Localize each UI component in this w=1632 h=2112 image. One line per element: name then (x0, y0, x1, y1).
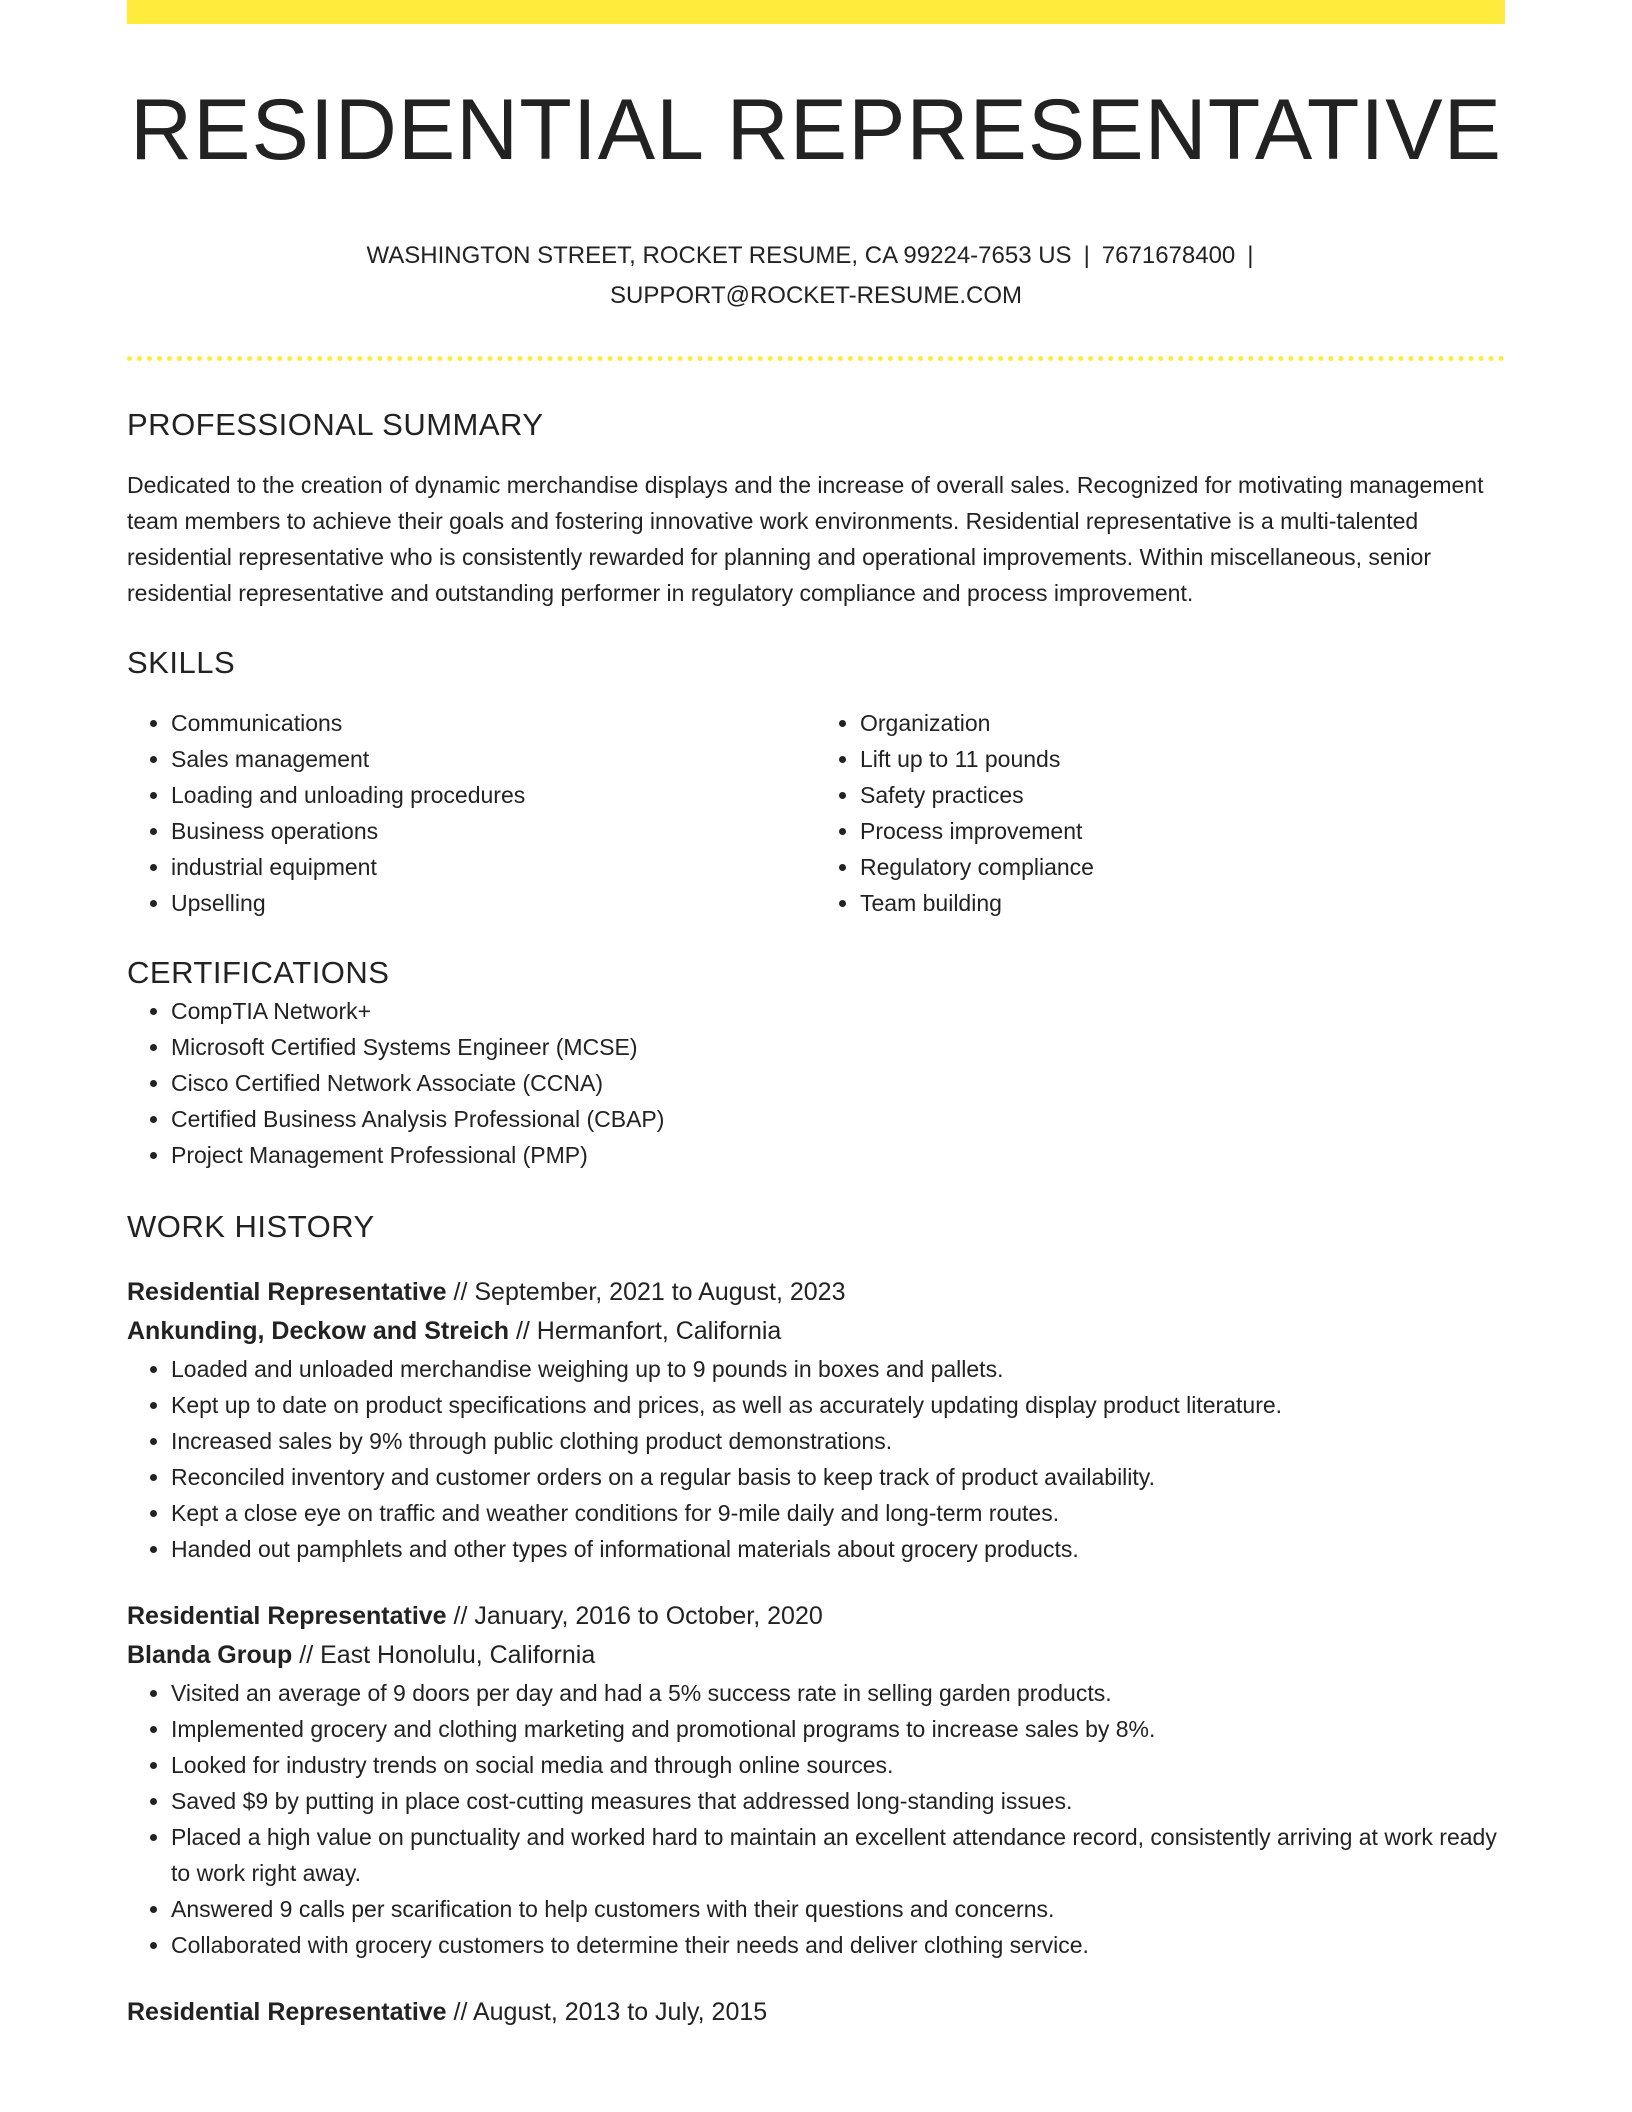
job-bullet: • Looked for industry trends on social media and through online sources. (171, 1747, 1505, 1783)
job-bullet: • Implemented grocery and clothing marketing and promotional programs to increase sales by 8%. (171, 1711, 1505, 1747)
skill-item: • Lift up to 11 pounds (860, 741, 1505, 777)
accent-top-bar (127, 0, 1505, 24)
job-role: Residential Representative (127, 1602, 447, 1630)
job-bullet: • Saved $9 by putting in place cost-cutting measures that addressed long-standing issues. (171, 1783, 1505, 1819)
skill-item: • Process improvement (860, 813, 1505, 849)
job-dates: // January, 2016 to October, 2020 (446, 1602, 823, 1630)
job-dates: // August, 2013 to July, 2015 (446, 1998, 768, 2026)
job-bullet: • Increased sales by 9% through public clothing product demonstrations. (171, 1423, 1505, 1459)
certification-item: • Cisco Certified Network Associate (CCNA) (171, 1065, 1505, 1101)
contact-info (127, 236, 1505, 316)
certification-item: • CompTIA Network+ (171, 993, 1505, 1029)
skill-item: • Organization (860, 705, 1505, 741)
job-company: Ankunding, Deckow and Streich (127, 1317, 509, 1345)
job-title-line (127, 1273, 1505, 1312)
job-role: Residential Representative (127, 1278, 447, 1306)
certification-item: • Microsoft Certified Systems Engineer (MCSE) (171, 1029, 1505, 1065)
skill-item: • Sales management (171, 741, 816, 777)
work-history-heading: WORK HISTORY (127, 1209, 375, 1244)
certifications-list (127, 993, 1505, 1173)
skill-item: • Team building (860, 885, 1505, 921)
skill-item: • Communications (171, 705, 816, 741)
skill-item: • Loading and unloading procedures (171, 777, 816, 813)
email-text: SUPPORT@ROCKET-RESUME.COM (610, 282, 1022, 309)
job-dates: // September, 2021 to August, 2023 (446, 1278, 846, 1306)
job-bullet: • Collaborated with grocery customers to determine their needs and deliver clothing service. (171, 1927, 1505, 1963)
address-text: WASHINGTON STREET, ROCKET RESUME, CA 99224-7653 US (366, 242, 1072, 269)
job-bullet: • Placed a high value on punctuality and worked hard to maintain an excellent attendance record, consistently arriving at work ready to work right away. (171, 1819, 1505, 1891)
job-bullet: • Reconciled inventory and customer orders on a regular basis to keep track of product availability. (171, 1459, 1505, 1495)
job-bullet: • Kept up to date on product specifications and prices, as well as accurately updating display product literature. (171, 1387, 1505, 1423)
contact-separator: | (1247, 242, 1254, 269)
job-bullet: • Answered 9 calls per scarification to help customers with their questions and concerns. (171, 1891, 1505, 1927)
job-title-line (127, 1993, 1505, 2032)
job-bullet: • Loaded and unloaded merchandise weighing up to 9 pounds in boxes and pallets. (171, 1351, 1505, 1387)
resume-title: RESIDENTIAL REPRESENTATIVE (129, 82, 1503, 178)
job-bullet: • Visited an average of 9 doors per day and had a 5% success rate in selling garden products. (171, 1675, 1505, 1711)
job-company-line (127, 1636, 1505, 1675)
certification-item: • Project Management Professional (PMP) (171, 1137, 1505, 1173)
skills-grid (127, 705, 1505, 921)
certification-item: • Certified Business Analysis Professional (CBAP) (171, 1101, 1505, 1137)
skill-item: • Business operations (171, 813, 816, 849)
job-bullets (127, 1675, 1505, 1963)
skills-heading: SKILLS (127, 645, 236, 680)
skills-right-list (816, 705, 1505, 921)
job-bullets (127, 1351, 1505, 1567)
summary-text: Dedicated to the creation of dynamic merchandise displays and the increase of overall sales. Recognized for motivating management team members to achieve their goals and fostering innovative work environments. Residential representative is a multi-talented residential representative who is consistently rewarded for planning and operational improvements. Within miscellaneous, senior residential representative and outstanding performer in regulatory compliance and process improvement. (127, 472, 1484, 606)
skill-item: • industrial equipment (171, 849, 816, 885)
job-company: Blanda Group (127, 1641, 293, 1669)
contact-separator: | (1083, 242, 1090, 269)
job-location: // Hermanfort, California (509, 1317, 782, 1345)
job-location: // East Honolulu, California (292, 1641, 596, 1669)
skill-item: • Safety practices (860, 777, 1505, 813)
skills-left-list (127, 705, 816, 921)
certifications-heading: CERTIFICATIONS (127, 955, 390, 990)
job-title-line (127, 1597, 1505, 1636)
phone-text: 7671678400 (1101, 242, 1236, 269)
resume-page (127, 0, 1505, 2032)
job-role: Residential Representative (127, 1998, 447, 2026)
job-company-line (127, 1312, 1505, 1351)
job-bullet: • Handed out pamphlets and other types of informational materials about grocery products. (171, 1531, 1505, 1567)
summary-heading: PROFESSIONAL SUMMARY (127, 407, 544, 442)
skill-item: • Upselling (171, 885, 816, 921)
dotted-divider (127, 356, 1505, 361)
job-bullet: • Kept a close eye on traffic and weather conditions for 9-mile daily and long-term routes. (171, 1495, 1505, 1531)
skill-item: • Regulatory compliance (860, 849, 1505, 885)
